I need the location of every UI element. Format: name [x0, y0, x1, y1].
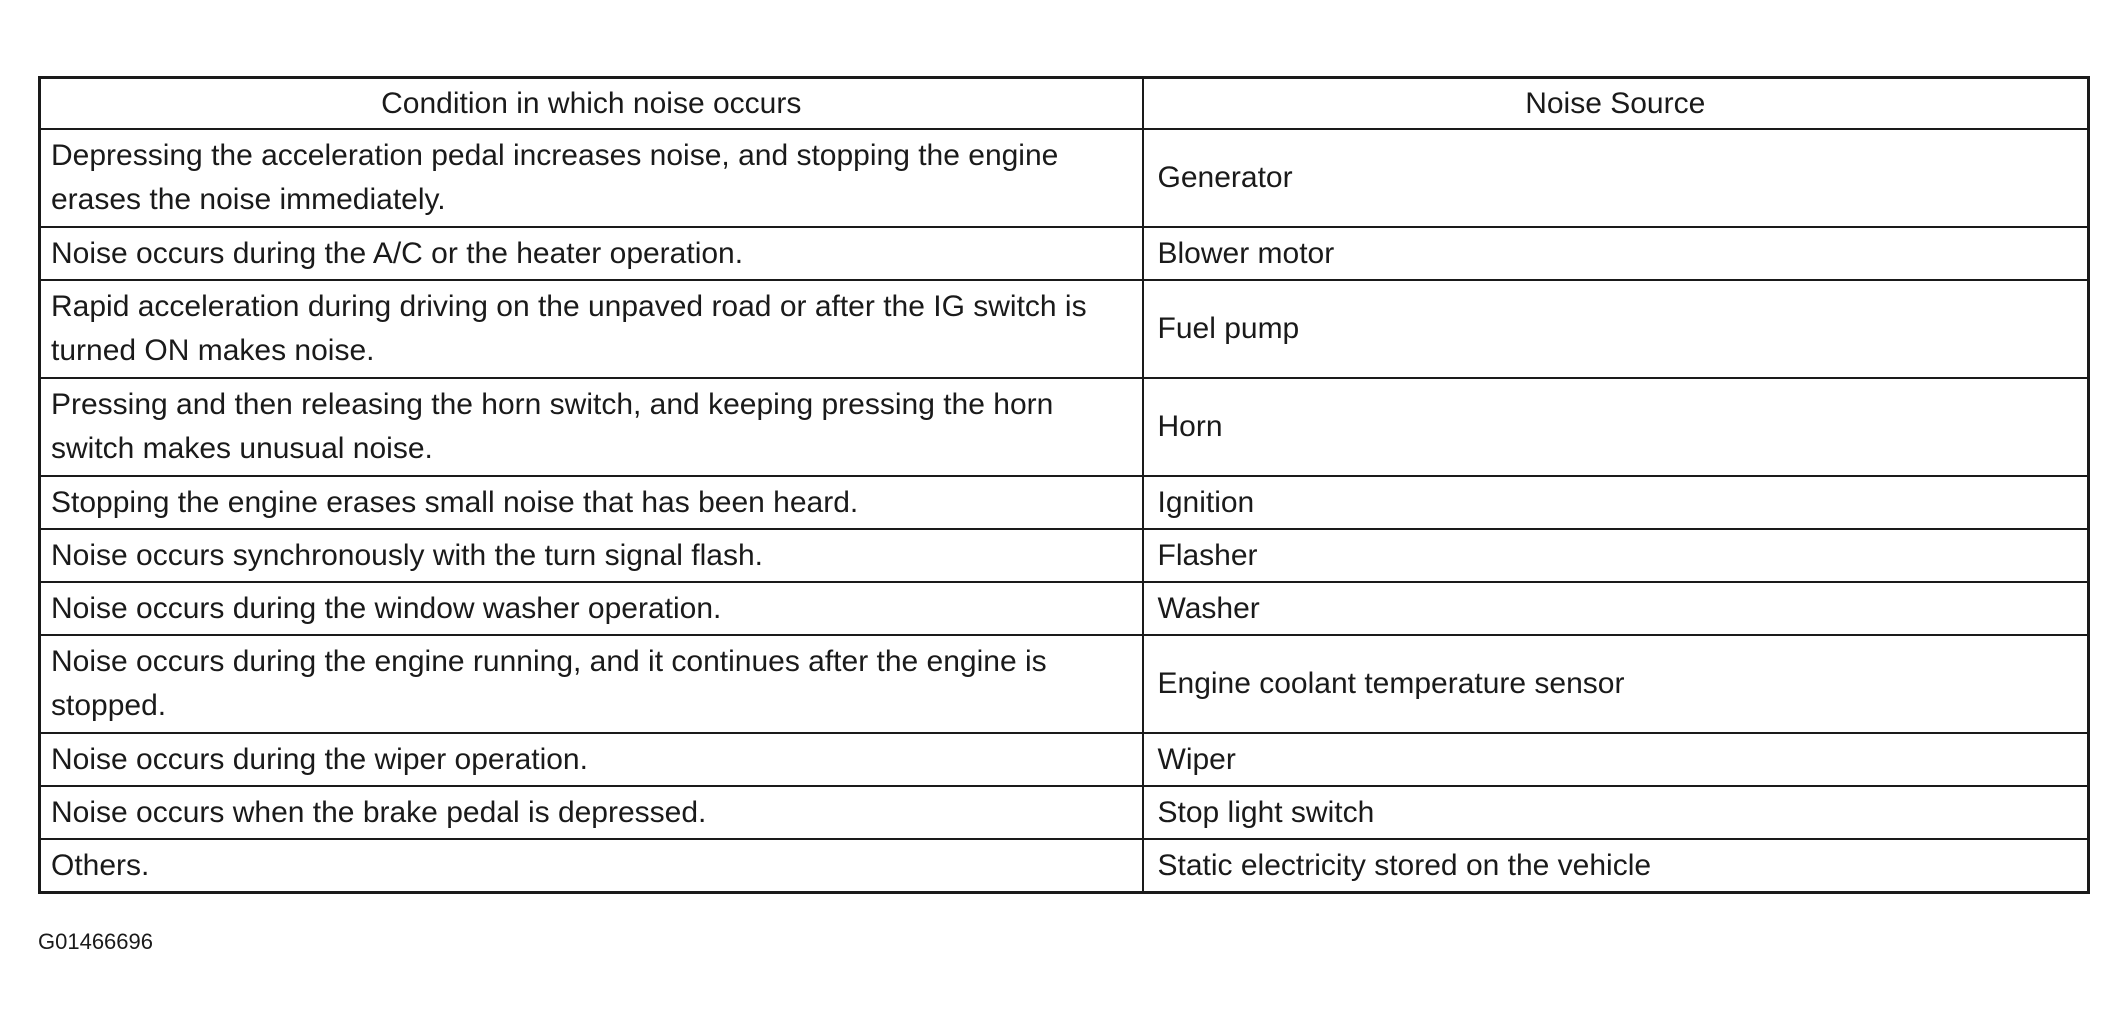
table-row	[40, 476, 2089, 529]
condition-cell: Noise occurs when the brake pedal is depressed.	[40, 786, 1143, 839]
condition-cell: Rapid acceleration during driving on the unpaved road or after the IG switch is turned ON makes noise.	[40, 280, 1143, 378]
figure-id: G01466696	[38, 929, 153, 954]
noise-source-cell: Blower motor	[1143, 227, 2089, 280]
condition-cell: Noise occurs during the window washer operation.	[40, 582, 1143, 635]
table-row	[40, 786, 2089, 839]
table-row	[40, 635, 2089, 733]
condition-cell: Others.	[40, 839, 1143, 893]
table-row	[40, 529, 2089, 582]
table-row	[40, 129, 2089, 227]
condition-cell: Noise occurs during the engine running, and it continues after the engine is stopped.	[40, 635, 1143, 733]
noise-source-cell: Washer	[1143, 582, 2089, 635]
noise-source-cell: Generator	[1143, 129, 2089, 227]
table-row	[40, 733, 2089, 786]
table-row	[40, 378, 2089, 476]
condition-cell: Noise occurs during the A/C or the heater operation.	[40, 227, 1143, 280]
noise-source-cell: Engine coolant temperature sensor	[1143, 635, 2089, 733]
noise-source-table	[38, 76, 2090, 894]
condition-cell: Noise occurs synchronously with the turn signal flash.	[40, 529, 1143, 582]
condition-cell: Pressing and then releasing the horn switch, and keeping pressing the horn switch makes unusual noise.	[40, 378, 1143, 476]
noise-source-cell: Flasher	[1143, 529, 2089, 582]
condition-cell: Depressing the acceleration pedal increases noise, and stopping the engine erases the noise immediately.	[40, 129, 1143, 227]
noise-source-cell: Ignition	[1143, 476, 2089, 529]
table-row	[40, 582, 2089, 635]
condition-cell: Noise occurs during the wiper operation.	[40, 733, 1143, 786]
condition-cell: Stopping the engine erases small noise that has been heard.	[40, 476, 1143, 529]
noise-source-cell: Fuel pump	[1143, 280, 2089, 378]
table-header-row	[40, 78, 2089, 130]
noise-source-cell: Horn	[1143, 378, 2089, 476]
table-row	[40, 839, 2089, 893]
noise-source-cell: Stop light switch	[1143, 786, 2089, 839]
noise-source-cell: Static electricity stored on the vehicle	[1143, 839, 2089, 893]
header-condition: Condition in which noise occurs	[40, 78, 1143, 130]
header-noise-source: Noise Source	[1143, 78, 2089, 130]
table-row	[40, 280, 2089, 378]
noise-source-cell: Wiper	[1143, 733, 2089, 786]
table-row	[40, 227, 2089, 280]
